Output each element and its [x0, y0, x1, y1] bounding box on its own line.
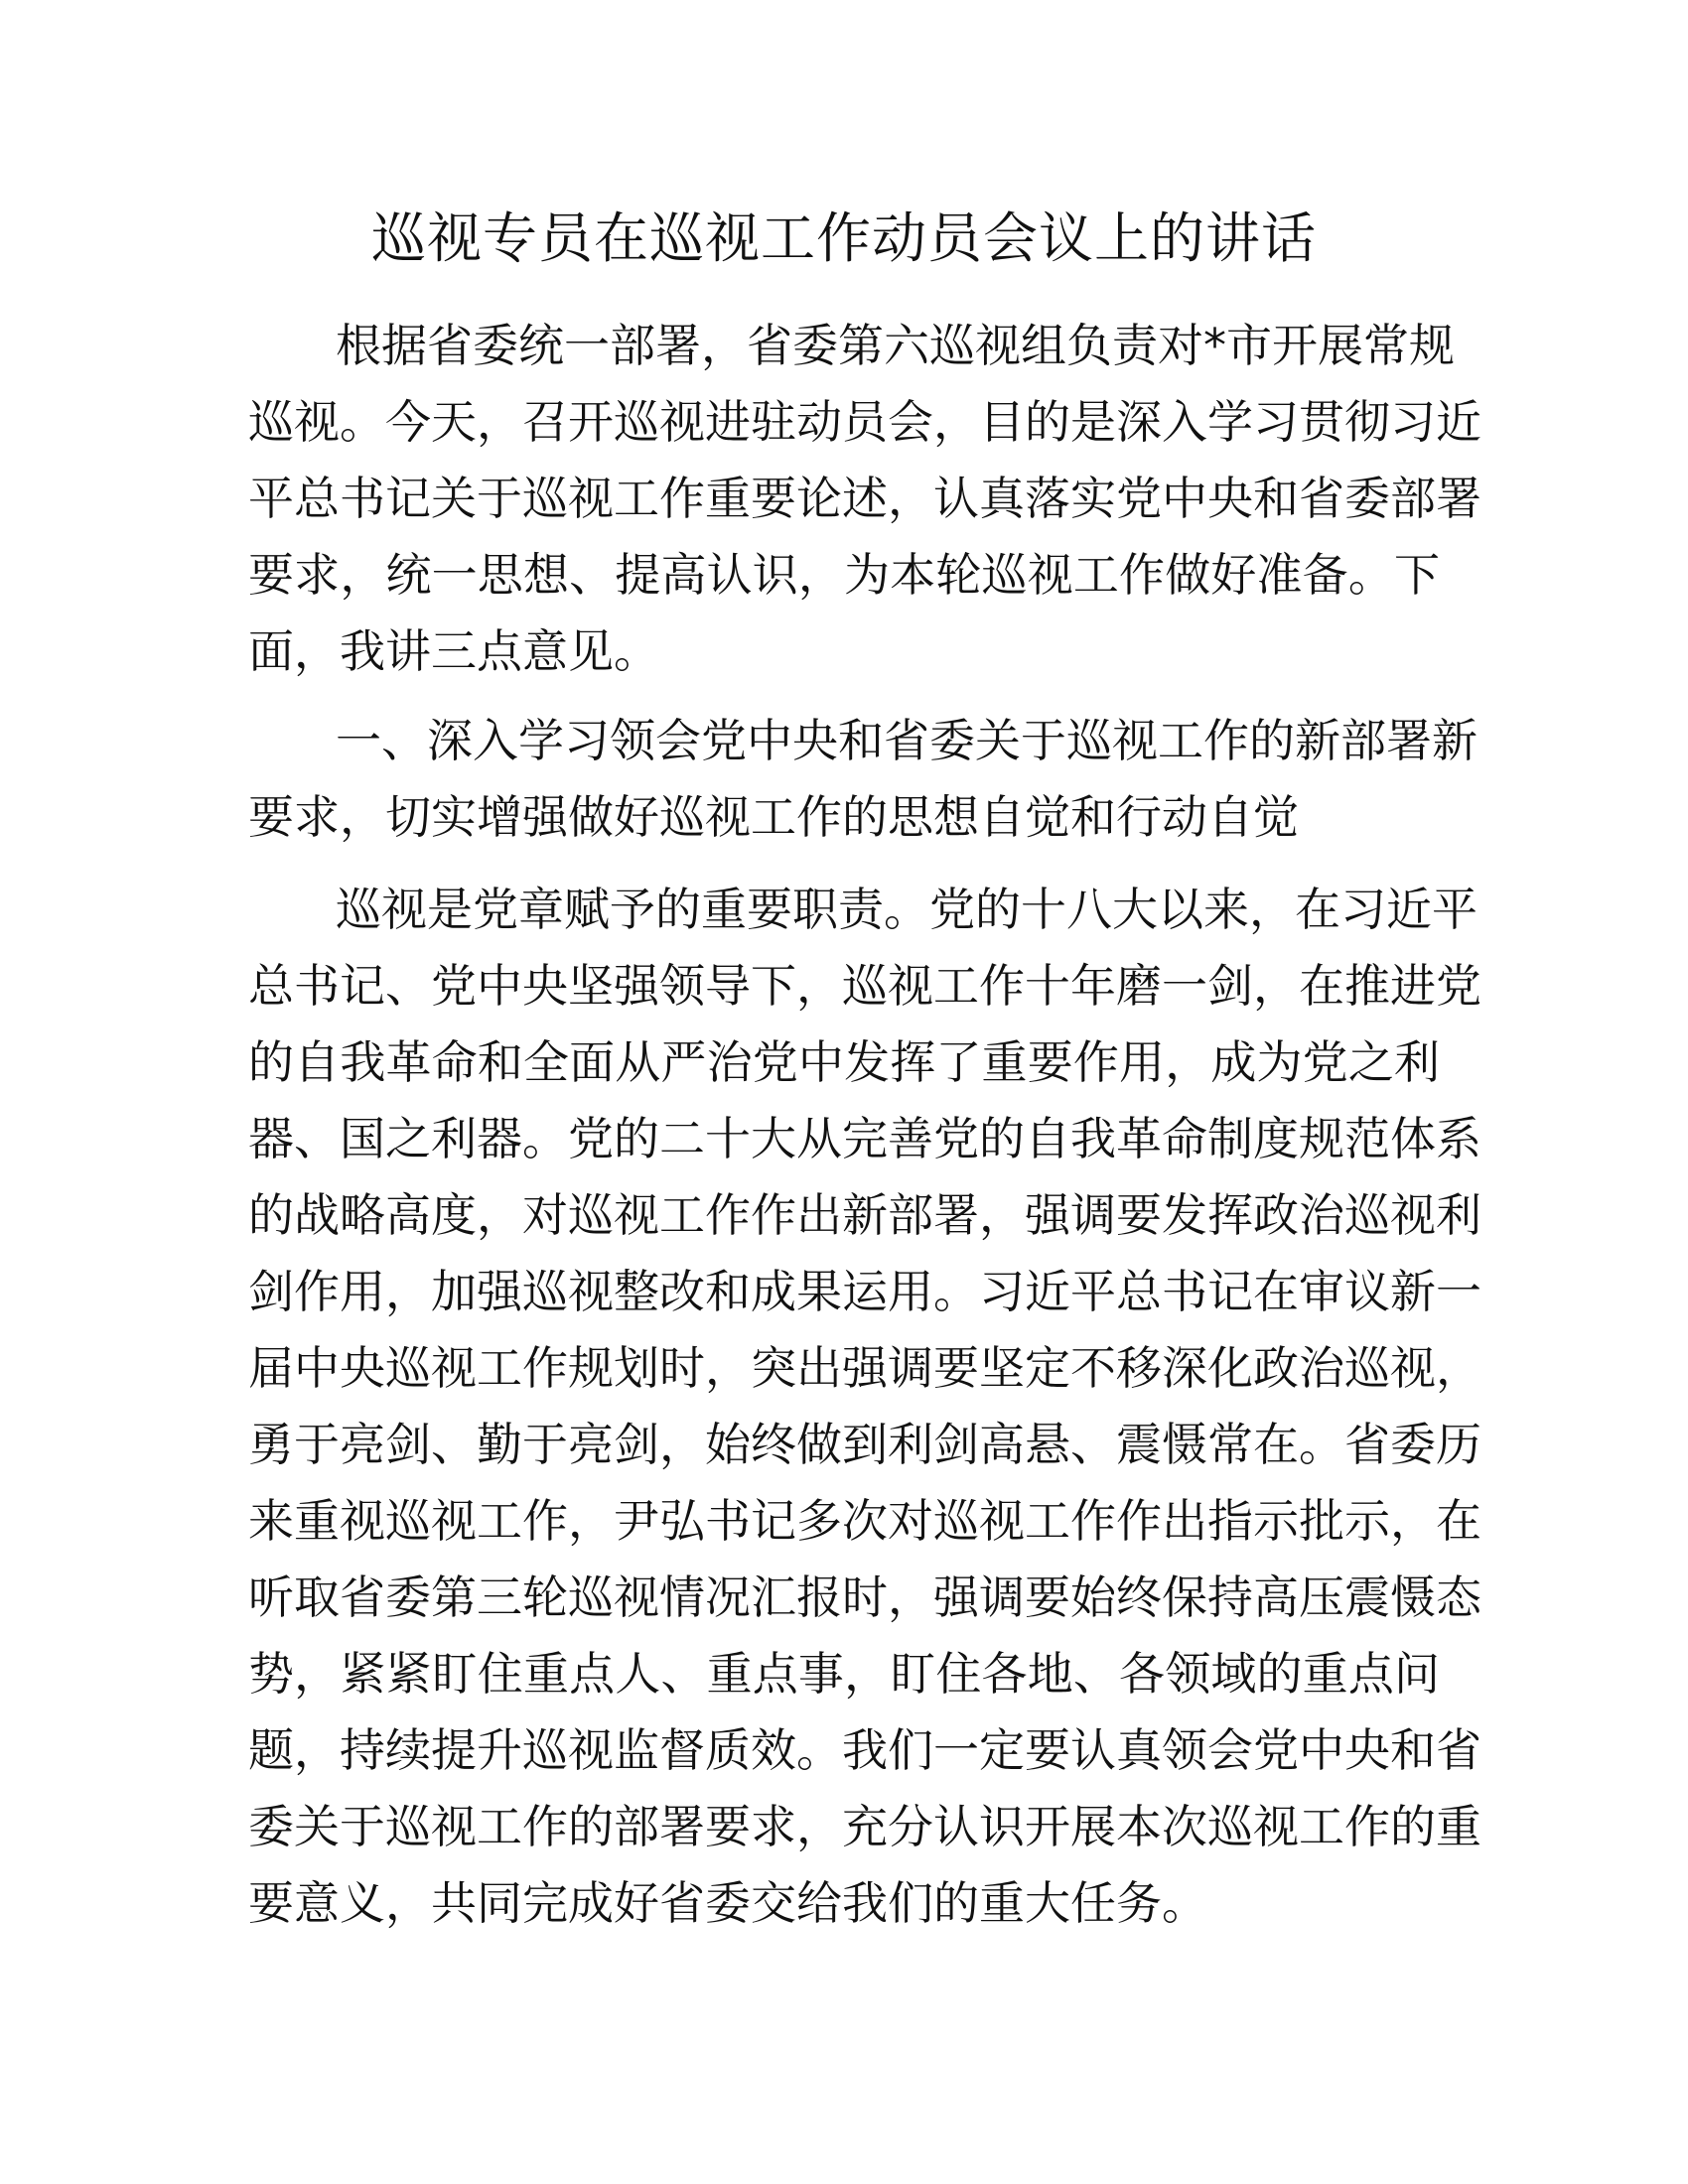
paragraph-3-line-14: 要意义，共同完成好省委交给我们的重大任务。 [248, 1876, 1207, 1930]
paragraph-3-line-10: 听取省委第三轮巡视情况汇报时，强调要始终保持高压震慑态 [248, 1570, 1481, 1624]
paragraph-3-line-6: 剑作用，加强巡视整改和成果运用。习近平总书记在审议新一 [248, 1265, 1481, 1318]
paragraph-3-line-3: 的自我革命和全面从严治党中发挥了重要作用，成为党之利 [248, 1035, 1440, 1089]
paragraph-3-line-1: 巡视是党章赋予的重要职责。党的十八大以来，在习近平 [336, 883, 1477, 936]
paragraph-3-line-2: 总书记、党中央坚强领导下，巡视工作十年磨一剑，在推进党 [248, 959, 1481, 1013]
paragraph-1-line-4: 要求，统一思想、提高认识，为本轮巡视工作做好准备。下 [248, 548, 1440, 602]
paragraph-3-line-13: 委关于巡视工作的部署要求，充分认识开展本次巡视工作的重 [248, 1800, 1481, 1853]
paragraph-3-line-7: 届中央巡视工作规划时，突出强调要坚定不移深化政治巡视， [248, 1341, 1481, 1395]
paragraph-3-line-9: 来重视巡视工作，尹弘书记多次对巡视工作作出指示批示，在 [248, 1494, 1481, 1548]
paragraph-3-line-11: 势，紧紧盯住重点人、重点事，盯住各地、各领域的重点问 [248, 1647, 1440, 1701]
paragraph-3-line-8: 勇于亮剑、勤于亮剑，始终做到利剑高悬、震慑常在。省委历 [248, 1418, 1481, 1471]
paragraph-3-line-12: 题，持续提升巡视监督质效。我们一定要认真领会党中央和省 [248, 1723, 1481, 1777]
paragraph-1-line-2: 巡视。今天，召开巡视进驻动员会，目的是深入学习贯彻习近 [248, 395, 1481, 449]
document-title: 巡视专员在巡视工作动员会议上的讲话 [370, 206, 1317, 270]
paragraph-3-line-5: 的战略高度，对巡视工作作出新部署，强调要发挥政治巡视利 [248, 1188, 1481, 1242]
paragraph-1-line-3: 平总书记关于巡视工作重要论述，认真落实党中央和省委部署 [248, 472, 1481, 525]
section-heading-1-line-2: 要求，切实增强做好巡视工作的思想自觉和行动自觉 [248, 790, 1299, 844]
paragraph-3-line-4: 器、国之利器。党的二十大从完善党的自我革命制度规范体系 [248, 1112, 1481, 1165]
paragraph-1-line-5: 面，我讲三点意见。 [248, 624, 659, 678]
section-heading-1-line-1: 一、深入学习领会党中央和省委关于巡视工作的新部署新 [336, 714, 1477, 767]
paragraph-1-line-1: 根据省委统一部署，省委第六巡视组负责对*市开展常规 [336, 319, 1455, 372]
